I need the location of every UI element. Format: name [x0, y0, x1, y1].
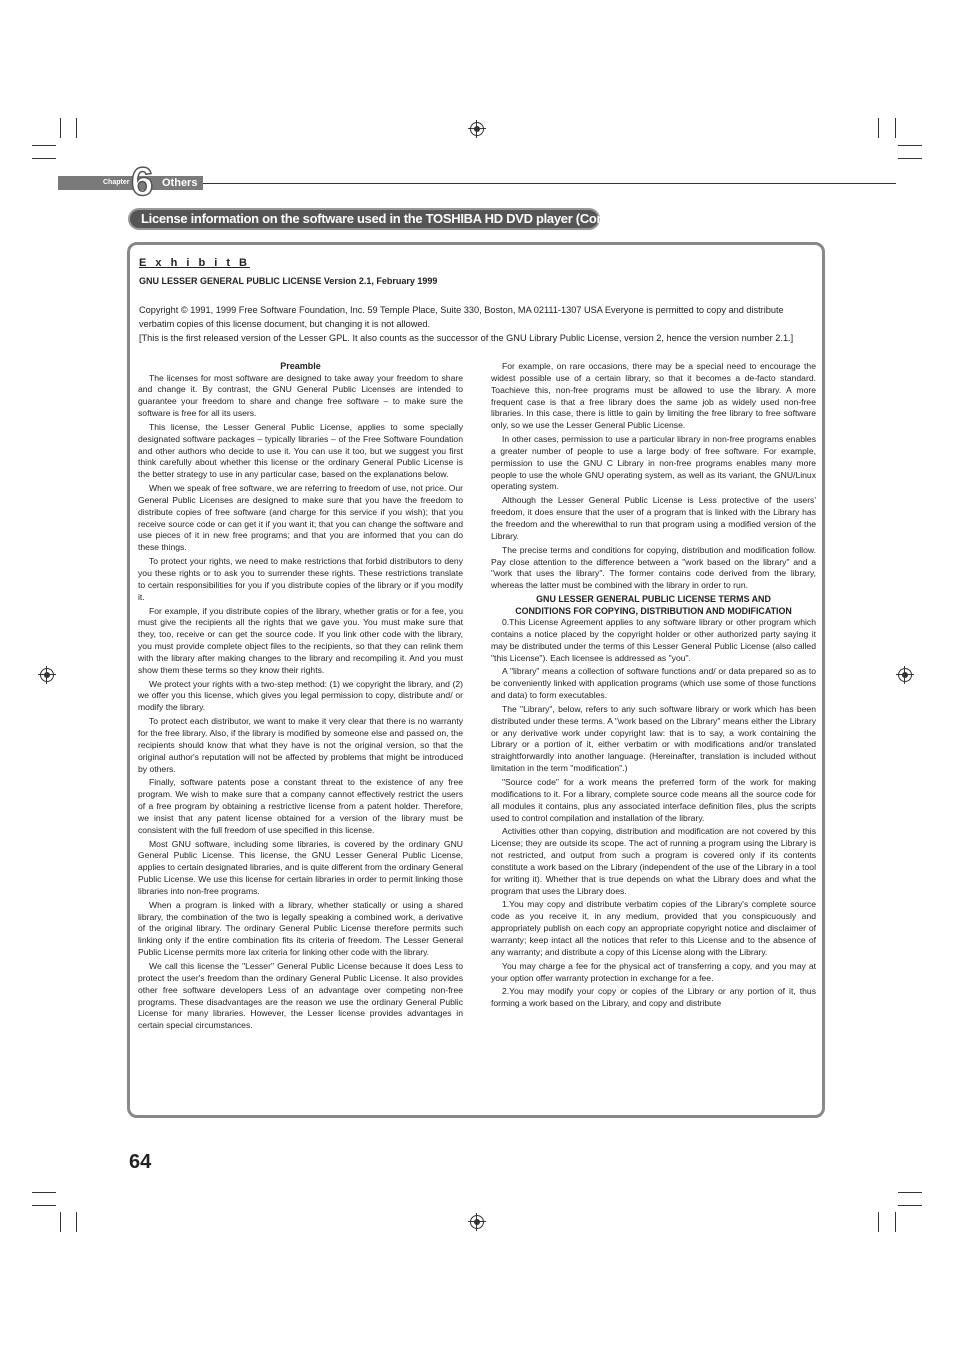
chapter-number: 6: [131, 160, 154, 204]
paragraph: In other cases, permission to use a particular library in non-free programs enables a greater number of people to use a large body of free software. For example, permission to use the GNU C Library in non-free programs enables many more people to use the whole GNU operating system, as well as its variant, the GNU/Linux operating system.: [491, 434, 816, 492]
crop-mark: [878, 118, 879, 138]
paragraph: Although the Lesser General Public License is Less protective of the users' freedom, it does ensure that the user of a program that is linked with the Library has the freedom and the wherewithal to run that program using a modified version of the Library.: [491, 495, 816, 541]
crop-mark: [898, 158, 922, 159]
paragraph: Most GNU software, including some libraries, is covered by the ordinary GNU General Public License. This license, the GNU Lesser General Public License, applies to certain designated libraries, and is quite different from the ordinary General Public License. We use this license for certain libraries in order to permit linking those libraries into non-free programs.: [138, 838, 463, 896]
license-heading: GNU LESSER GENERAL PUBLIC LICENSE Version 2.1, February 1999: [139, 276, 438, 286]
version-note: [This is the first released version of the Lesser GPL. It also counts as the successor of the GNU Library Public License, version 2, hence the version number 2.1.]: [139, 333, 794, 343]
paragraph: Activities other than copying, distribution and modification are not covered by this License; they are outside its scope. The act of running a program using the Library is not restricted, and output from such a program is covered only if its contents constitute a work based on the Library (independent of the use of the Library in a tool for writing it). Whether that is true depends on what the Library does and what the program that uses the Library does.: [491, 826, 816, 896]
chapter-title: Others: [162, 177, 198, 189]
copyright-notice: [139, 303, 807, 345]
chapter-rule: [203, 183, 896, 184]
crop-mark: [76, 118, 77, 138]
crop-mark: [60, 1212, 61, 1232]
paragraph: To protect your rights, we need to make restrictions that forbid distributors to deny you these rights or to ask you to surrender these rights. These restrictions translate to certain responsibilities for you if you distribute copies of the library or if you modify it.: [138, 556, 463, 602]
crop-mark: [895, 118, 896, 138]
preamble-heading: Preamble: [280, 361, 321, 371]
paragraph: 0.This License Agreement applies to any software library or other program which contains a notice placed by the copyright holder or other authorized party saying it may be distributed under the terms of this Lesser General Public License (also called "this License"). Each licensee is addressed as "you".: [491, 617, 816, 663]
crop-mark: [32, 158, 56, 159]
registration-mark-icon: [40, 668, 54, 682]
paragraph: For example, if you distribute copies of the library, whether gratis or for a fee, you must give the recipients all the rights that we gave you. You must make sure that they, too, receive or can get the source code. If you link other code with the library, you must provide complete object files to the recipients, so that they can relink them with the library after making changes to the library and recompiling it. And you must show them these terms so they know their rights.: [138, 605, 463, 675]
paragraph: The "Library", below, refers to any such software library or work which has been distributed under these terms. A "work based on the Library" means either the Library or any derivative work under copyright law: that is to say, a work containing the Library or a portion of it, either verbatim or with modifications and/or translated straightforwardly into another language. (Hereinafter, translation is included without limitation in the term "modification".): [491, 703, 816, 774]
paragraph: We protect your rights with a two-step method: (1) we copyright the library, and (2) we offer you this license, which gives you legal permission to copy, distribute and/ or modify the library.: [138, 678, 463, 713]
paragraph: We call this license the "Lesser" General Public License because it does Less to protect the user's freedom than the ordinary General Public License. It also provides other free software developers Less of an advantage over competing non-free programs. These disadvantages are the reason we use the ordinary General Public License for many libraries. However, the Lesser license provides advantages in certain special circumstances.: [138, 961, 463, 1031]
section-title: License information on the software used in the TOSHIBA HD DVD player (Continued): [141, 211, 646, 226]
paragraph: A "library" means a collection of software functions and/ or data prepared so as to be conveniently linked with application programs (which use some of those functions and data) to form executables.: [491, 666, 816, 701]
paragraph: 1.You may copy and distribute verbatim copies of the Library's complete source code as you receive it, in any medium, provided that you conspicuously and appropriately publish on each copy an appropriate copyright notice and disclaimer of warranty; keep intact all the notices that refer to this License and to the absence of any warranty; and distribute a copy of this License along with the Library.: [491, 899, 816, 957]
terms-heading-line: CONDITIONS FOR COPYING, DISTRIBUTION AND MODIFICATION: [515, 605, 792, 616]
left-column: [138, 361, 463, 1034]
crop-mark: [878, 1212, 879, 1232]
crop-mark: [32, 1192, 56, 1193]
paragraph: The licenses for most software are designed to take away your freedom to share and change it. By contrast, the GNU General Public Licenses are intended to guarantee your freedom to share and change free software – to make sure the software is free for all its users.: [138, 372, 463, 419]
registration-mark-icon: [470, 1215, 484, 1229]
paragraph: This license, the Lesser General Public License, applies to some specially designated software packages – typically libraries – of the Free Software Foundation and other authors who decide to use it. You can use it too, but we suggest you first think carefully about whether this license or the ordinary General Public License is the better strategy to use in any particular case, based on the explanations below.: [138, 421, 463, 480]
paragraph: 2.You may modify your copy or copies of the Library or any portion of it, thus forming a work based on the Library, and copy and distribute: [491, 986, 816, 1009]
right-column: [491, 361, 816, 1012]
copyright-paragraph: Copyright © 1991, 1999 Free Software Foundation, Inc. 59 Temple Place, Suite 330, Boston, MA 02111-1307 USA Everyone is permitted to copy and distribute verbatim copies of this license document, but changing it is not allowed.: [139, 305, 784, 329]
terms-heading-line: GNU LESSER GENERAL PUBLIC LICENSE TERMS AND: [536, 594, 771, 605]
terms-heading: [491, 594, 816, 617]
chapter-label: Chapter: [103, 179, 130, 186]
paragraph: "Source code" for a work means the preferred form of the work for making modifications to it. For a library, complete source code means all the source code for all modules it contains, plus any associated interface definition files, plus the scripts used to control compilation and installation of the library.: [491, 777, 816, 823]
crop-mark: [32, 145, 56, 146]
paragraph: The precise terms and conditions for copying, distribution and modification follow. Pay close attention to the difference between a "work based on the library" and a "work that uses the library". The former contains code derived from the library, whereas the latter must be combined with the library in order to run.: [491, 544, 816, 591]
paragraph: To protect each distributor, we want to make it very clear that there is no warranty for the free library. Also, if the library is modified by someone else and passed on, the recipients should know that what they have is not the original version, so that the original author's reputation will not be affected by problems that might be introduced by others.: [138, 716, 463, 774]
exhibit-title: E x h i b i t B: [139, 257, 251, 269]
registration-mark-icon: [898, 668, 912, 682]
paragraph: For example, on rare occasions, there may be a special need to encourage the widest possible use of a certain library, so that it becomes a de-facto standard. Toachieve this, non-free programs must be allowed to use the library. A more frequent case is that a free library does the same job as widely used non-free libraries. In this case, there is little to gain by limiting the free library to free software only, so we use the Lesser General Public License.: [491, 361, 816, 431]
registration-mark-icon: [470, 122, 484, 136]
crop-mark: [898, 1205, 922, 1206]
crop-mark: [76, 1212, 77, 1232]
crop-mark: [60, 118, 61, 138]
paragraph: Finally, software patents pose a constant threat to the existence of any free program. We wish to make sure that a company cannot effectively restrict the users of a free program by obtaining a restrictive license from a patent holder. Therefore, we insist that any patent license obtained for a version of the library must be consistent with the full freedom of use specified in this license.: [138, 777, 463, 835]
paragraph: You may charge a fee for the physical act of transferring a copy, and you may at your option offer warranty protection in exchange for a fee.: [491, 960, 816, 983]
crop-mark: [895, 1212, 896, 1232]
crop-mark: [898, 1192, 922, 1193]
paragraph: When we speak of free software, we are referring to freedom of use, not price. Our General Public Licenses are designed to make sure that you have the freedom to distribute copies of free software (and charge for this service if you wish); that you receive source code or can get it if you want it; that you can change the software and use pieces of it in new free programs; and that you are informed that you can do these things.: [138, 483, 463, 553]
crop-mark: [898, 145, 922, 146]
paragraph: When a program is linked with a library, whether statically or using a shared library, the combination of the two is legally speaking a combined work, a derivative of the original library. The ordinary General Public License therefore permits such linking only if the entire combination fits its criteria of freedom. The Lesser General Public License permits more lax criteria for linking other code with the library.: [138, 899, 463, 958]
crop-mark: [32, 1205, 56, 1206]
page-number: 64: [129, 1151, 152, 1173]
